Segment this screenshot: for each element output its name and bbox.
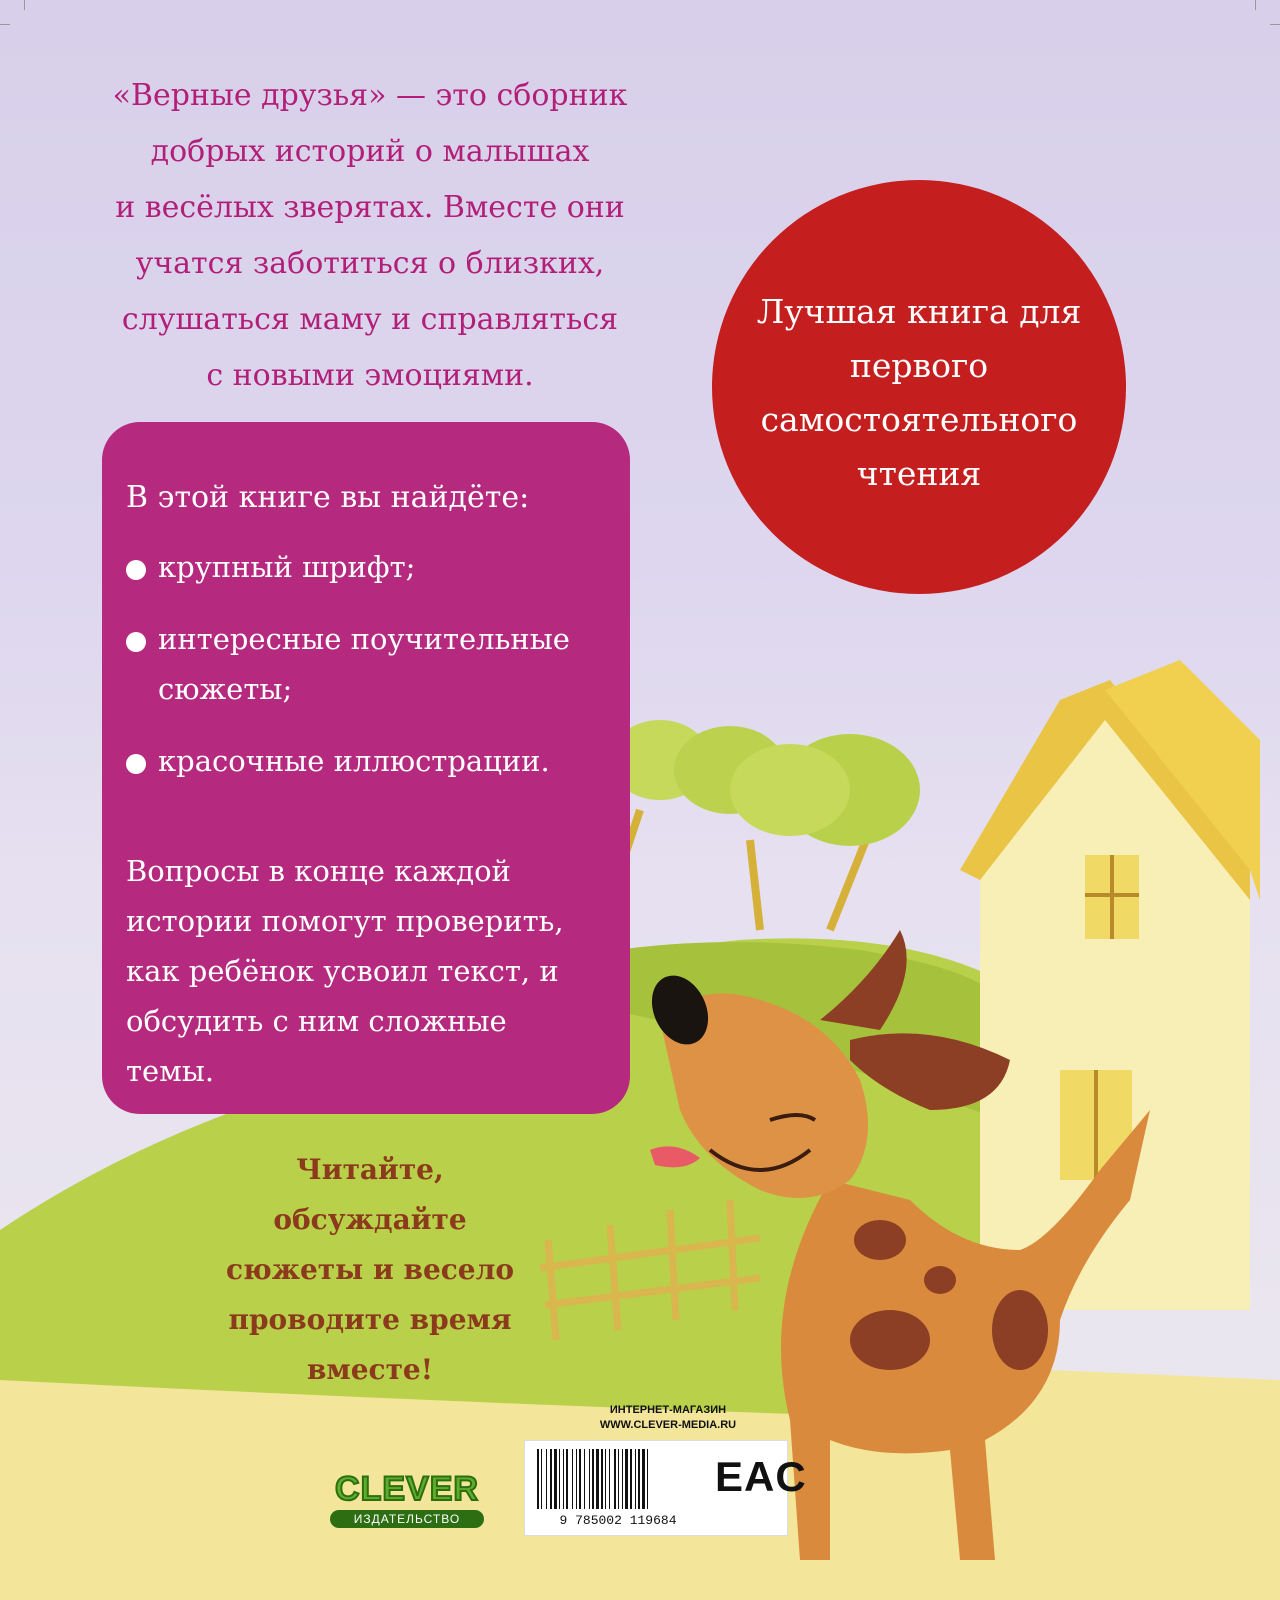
features-panel <box>102 422 630 1114</box>
intro-line: слушаться маму и справляться <box>121 302 619 337</box>
features-note: Вопросы в конце каждой истории помогут проверить, как ребёнок усвоил текст, и обсудить с ним сложные темы. <box>126 854 564 1088</box>
intro-text <box>90 68 650 404</box>
publisher-subtitle: ИЗДАТЕЛЬСТВО <box>330 1510 484 1528</box>
publisher-logo <box>322 1470 492 1530</box>
barcode-block <box>524 1440 807 1536</box>
tree-illustration <box>600 720 920 930</box>
list-item <box>126 736 606 786</box>
bullet-icon <box>126 754 146 774</box>
intro-line: учатся заботиться о близких, <box>135 246 605 281</box>
feature-text: интересные поучительные сюжеты; <box>158 622 570 706</box>
intro-line: добрых историй о малышах <box>150 134 590 169</box>
intro-line: «Верные друзья» — это сборник <box>112 78 628 113</box>
shop-label: ИНТЕРНЕТ-МАГАЗИН <box>609 1404 727 1416</box>
barcode-icon <box>535 1449 703 1509</box>
features-list <box>126 542 606 808</box>
publisher-name: CLEVER <box>335 1470 479 1508</box>
intro-line: с новыми эмоциями. <box>206 358 534 393</box>
bullet-icon <box>126 560 146 580</box>
shop-url: WWW.CLEVER-MEDIA.RU <box>599 1419 737 1431</box>
bullet-icon <box>126 632 146 652</box>
isbn-number: 9 785002 119684 <box>559 1513 677 1528</box>
online-shop-info <box>560 1403 776 1433</box>
features-heading: В этой книге вы найдёте: <box>126 480 530 515</box>
intro-line: и весёлых зверятах. Вместе они <box>115 190 625 225</box>
list-item <box>126 614 606 714</box>
feature-text: красочные иллюстрации. <box>158 744 550 778</box>
feature-text: крупный шрифт; <box>158 550 416 584</box>
closing-text: Читайте, обсуждайте сюжеты и весело проводите время вместе! <box>225 1153 515 1386</box>
list-item <box>126 542 606 592</box>
eac-mark: EAC <box>715 1453 807 1500</box>
best-book-badge <box>712 180 1126 594</box>
badge-text: Лучшая книга для первого самостоятельного чтения <box>756 292 1082 493</box>
